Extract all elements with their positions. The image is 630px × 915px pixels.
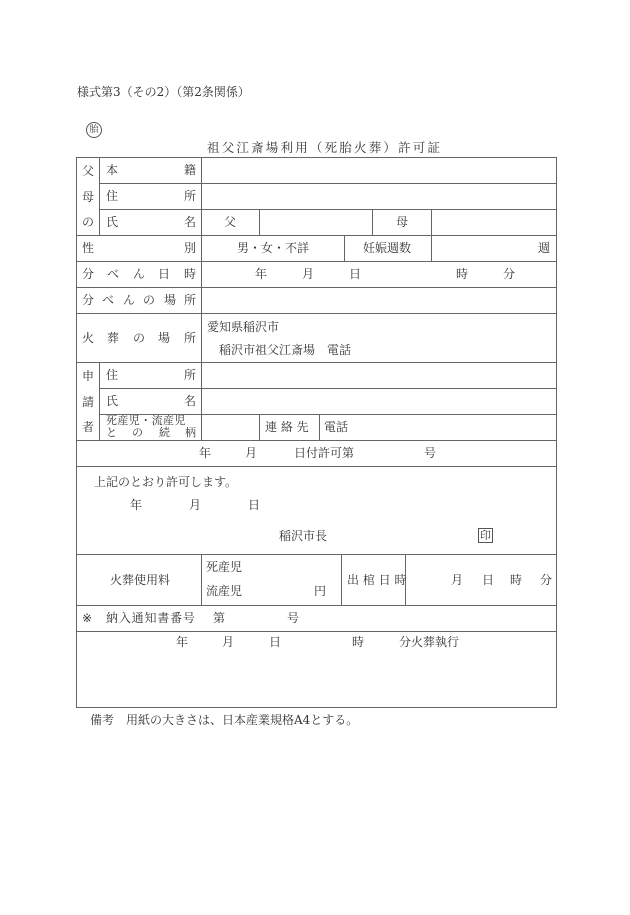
departure-day-unit: 日 — [482, 573, 495, 587]
applicant-address-field[interactable] — [202, 363, 555, 387]
delivery-month-unit: 月 — [302, 267, 315, 281]
approval-text: 上記のとおり許可します。 — [94, 475, 238, 489]
sex-options[interactable]: 男・女・不詳 — [237, 241, 310, 255]
seal-icon: 印 — [480, 529, 491, 542]
delivery-datetime-label: 分 — [82, 267, 95, 281]
contact-label: 連 絡 先 — [265, 420, 309, 434]
yen-unit: 円 — [314, 584, 327, 598]
parents-address-label: 住 — [106, 189, 119, 203]
honseki-field[interactable] — [202, 158, 555, 182]
cremation-place-label: の — [133, 331, 146, 345]
departure-hour-unit: 時 — [510, 573, 523, 587]
applicant-group-label-1: 申 — [82, 369, 95, 383]
delivery-year-unit: 年 — [255, 267, 268, 281]
delivery-minute-unit: 分 — [503, 267, 516, 281]
stillbirth-label: 死産児 — [206, 560, 243, 574]
relation-field[interactable] — [202, 415, 258, 439]
phone-field[interactable] — [350, 415, 555, 439]
relation-label-line1: 死産児・流産児 — [106, 414, 186, 427]
execution-month-unit: 月 — [222, 635, 235, 649]
gestation-weeks-label: 妊娠週数 — [363, 241, 412, 255]
delivery-place-label: ん — [123, 293, 136, 307]
relation-label-line2: 柄 — [185, 426, 196, 439]
week-unit: 週 — [538, 241, 551, 255]
permit-date-text: 日付許可第 — [294, 446, 355, 460]
notice-number-field[interactable] — [228, 606, 284, 630]
applicant-address-label: 所 — [184, 368, 197, 382]
delivery-datetime-label: 時 — [184, 267, 197, 281]
cremation-place-label: 所 — [184, 331, 197, 345]
parents-address-label: 所 — [184, 189, 197, 203]
applicant-name-field[interactable] — [202, 389, 555, 413]
approval-year-unit: 年 — [130, 498, 143, 512]
relation-label-line2: と — [106, 426, 117, 439]
cremation-place-line2: 稲沢市祖父江斎場 電話 — [219, 343, 352, 357]
parents-group-label-2: 母 — [82, 190, 95, 204]
execution-year-unit: 年 — [176, 635, 189, 649]
delivery-datetime-label: ん — [133, 267, 146, 281]
parents-address-field[interactable] — [202, 184, 555, 208]
fee-label: 火葬使用料 — [110, 573, 171, 587]
sex-label: 性 — [82, 241, 95, 255]
relation-label-line2: 続 — [159, 426, 170, 439]
execution-text: 分火葬執行 — [399, 635, 460, 649]
applicant-group-label-3: 者 — [82, 420, 95, 434]
parents-group-label-1: 父 — [82, 164, 95, 178]
parents-name-label: 氏 — [106, 215, 119, 229]
sex-label: 別 — [184, 241, 197, 255]
execution-hour-unit: 時 — [352, 635, 365, 649]
delivery-hour-unit: 時 — [456, 267, 469, 281]
execution-field[interactable] — [77, 632, 555, 706]
delivery-place-label: べ — [102, 293, 115, 307]
departure-month-unit: 月 — [451, 573, 464, 587]
parents-name-label: 名 — [184, 215, 197, 229]
execution-day-unit: 日 — [269, 635, 282, 649]
gestation-weeks-field[interactable] — [432, 236, 537, 260]
cremation-place-label: 火 — [82, 331, 95, 345]
miscarriage-label: 流産児 — [206, 584, 243, 598]
mayor-title: 稲沢市長 — [279, 529, 328, 543]
approval-day-unit: 日 — [248, 498, 261, 512]
fee-amount-field[interactable] — [245, 556, 340, 604]
notice-dai: 第 — [213, 611, 226, 625]
delivery-day-unit: 日 — [349, 267, 362, 281]
delivery-place-label: 場 — [164, 293, 177, 307]
parents-group-label-3: の — [82, 215, 95, 229]
delivery-place-label: 所 — [184, 293, 197, 307]
form-number: 様式第3（その2）（第2条関係） — [77, 85, 250, 99]
reference-mark: ※ — [82, 611, 93, 625]
approval-month-unit: 月 — [189, 498, 202, 512]
delivery-place-label: 分 — [82, 293, 95, 307]
relation-label-line2: の — [132, 426, 143, 439]
delivery-datetime-label: べ — [107, 267, 120, 281]
phone-label: 電話 — [324, 420, 349, 434]
permit-number-unit: 号 — [424, 446, 437, 460]
departure-minute-unit: 分 — [540, 573, 553, 587]
delivery-place-label: の — [143, 293, 156, 307]
departure-datetime-field[interactable] — [406, 555, 555, 604]
notice-number-label: 納 入 通 知 書 番 号 — [106, 611, 194, 625]
cremation-place-label: 葬 — [107, 331, 120, 345]
departure-datetime-label: 出 棺 日 時 — [347, 573, 407, 587]
permit-month-unit: 月 — [245, 446, 258, 460]
stillbirth-stamp-icon: 胎 — [86, 122, 102, 138]
applicant-name-label: 氏 — [106, 394, 119, 408]
notice-go: 号 — [287, 611, 300, 625]
applicant-address-label: 住 — [106, 368, 119, 382]
honseki-label: 本 — [106, 163, 119, 177]
applicant-name-label: 名 — [184, 394, 197, 408]
document-title: 祖父江斎場利用（死胎火葬）許可証 — [207, 140, 443, 155]
delivery-datetime-field[interactable] — [202, 262, 555, 286]
applicant-group-label-2: 請 — [82, 395, 95, 409]
permit-year-unit: 年 — [199, 446, 212, 460]
honseki-label: 籍 — [184, 163, 197, 177]
cremation-place-label: 場 — [158, 331, 171, 345]
delivery-place-field[interactable] — [202, 288, 555, 312]
footnote: 備考 用紙の大きさは、日本産業規格A4とする。 — [90, 713, 359, 727]
mother-label: 母 — [396, 215, 409, 229]
mother-name-field[interactable] — [432, 210, 555, 234]
cremation-place-line1: 愛知県稲沢市 — [207, 320, 280, 334]
father-label: 父 — [224, 215, 237, 229]
father-name-field[interactable] — [260, 210, 371, 234]
delivery-datetime-label: 日 — [158, 267, 171, 281]
